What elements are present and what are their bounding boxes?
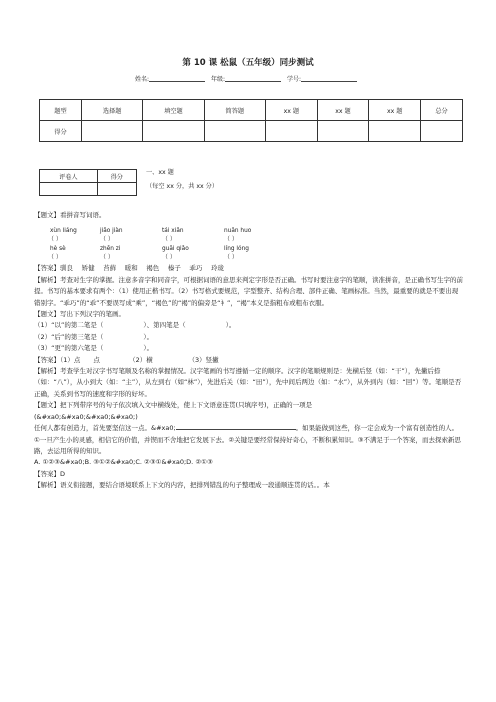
score-header-cell: xx 题 — [369, 100, 421, 121]
answer-box[interactable]: （ ） — [100, 254, 114, 262]
answer-box[interactable]: （ ） — [48, 236, 62, 244]
score-cell[interactable] — [369, 121, 421, 142]
grade-label: 年级: — [210, 76, 226, 83]
id-field[interactable] — [301, 75, 357, 82]
grader-score-cell[interactable] — [97, 183, 136, 196]
q3-placeholder: (&#xa0;&#xa0;&#xa0;&#xa0;) — [34, 412, 138, 421]
answer-box[interactable]: （ ） — [162, 254, 176, 262]
q3-analysis: 【解析】语义衔接题，要结合语境联系上下文的内容，把排列错乱的句子整理成一段通顺连贯的话。。本 — [34, 481, 330, 490]
answer-box[interactable]: （ ） — [224, 254, 238, 262]
score-table-score-row — [40, 121, 463, 142]
score-table — [39, 99, 463, 142]
fill-blank[interactable] — [236, 423, 296, 430]
score-header-cell: xx 题 — [317, 100, 369, 121]
q2-answer: 【答案】（1）点 点 （2）横 （3）竖撇 — [34, 355, 219, 364]
pinyin: tái xiǎn — [162, 228, 184, 235]
pinyin: líng lóng — [224, 246, 249, 253]
answer-box[interactable]: （ ） — [162, 236, 176, 244]
grader-score-label: 得分 — [97, 170, 136, 183]
score-header-cell: 选择题 — [81, 100, 142, 121]
grader-label: 评卷人 — [40, 170, 98, 183]
pinyin-row — [34, 245, 464, 253]
grader-cell[interactable] — [40, 183, 98, 196]
answer-box-row — [34, 235, 464, 245]
grade-field[interactable] — [225, 75, 281, 82]
score-cell[interactable] — [143, 121, 204, 142]
score-cell[interactable] — [265, 121, 317, 142]
q3-options: ①一旦产生小的灵感，相信它的价值，并锲而不舍地把它发展下去。②关键是要经常保持好奇心，不断积累知识。③不满足于一个答案，而去探索新思路，去运用所得的知识。 — [34, 435, 461, 455]
score-header-cell: 题型 — [40, 100, 82, 121]
answer-box[interactable]: （ ） — [48, 254, 62, 262]
question-content — [34, 210, 464, 492]
score-header-cell: 简答题 — [204, 100, 265, 121]
pinyin: nuǎn huo — [224, 228, 252, 235]
score-cell[interactable] — [204, 121, 265, 142]
q2-analysis: 【解析】考查学生对汉字书写笔顺及名称的掌握情况。汉字笔画的书写遵循一定的顺序。汉字的笔顺规则是：先横后竖（如：“干”），先撇后捺（如：“八”），从小到大（如：“主”），从左到右（如“林”），先进后关（如：“田”），先中间后两边（如：“水”），从外到内（如：“回”）等。笔顺是否正确，关系到书写的速度和字形的好坏。 — [34, 367, 462, 398]
q1-analysis: 【解析】考查对生字的掌握。注意多音字和同音字，可根据词语的意思来判定字形是否正确。书写时要注意字的笔顺，读准拼音，是正确书写生字的前提。书写的基本要求有两个：（1）使用正楷书写。（2）书写格式要规范，字型整齐、结构合理、部件正确、笔画标准。当然，最重要的就是不要出现错别字。“乖巧”的“乖”不要误写成“乘”，“褐色”的“褐”的偏旁是“衤”，“褐”本义是指粗布或粗布衣服。 — [34, 275, 463, 307]
section-subtitle: （每空 xx 分，共 xx 分） — [146, 183, 219, 190]
section-title: 一、xx 题 — [146, 169, 174, 176]
pinyin: guāi qiǎo — [162, 246, 189, 253]
pinyin: hè sè — [50, 246, 66, 253]
score-header-cell: xx 题 — [265, 100, 317, 121]
q2-line: （1）“以”的第二笔是（ ）、第四笔是（ ）。 — [34, 321, 236, 330]
student-info-line — [0, 74, 496, 83]
pinyin-row — [34, 227, 464, 235]
q1-answer: 【答案】驯良 矫健 苔藓 暖和 褐色 榛子 乖巧 玲珑 — [34, 264, 224, 273]
answer-box-row — [34, 253, 464, 263]
name-field[interactable] — [149, 75, 205, 82]
q2-title: 【题文】写出下列汉字的笔画。 — [34, 310, 125, 319]
grader-table — [39, 169, 137, 196]
name-label: 姓名: — [135, 76, 150, 83]
score-row-label: 得分 — [40, 121, 82, 142]
q1-title: 【题文】看拼音写词语。 — [34, 211, 106, 219]
score-cell[interactable] — [421, 121, 463, 142]
pinyin: xùn liáng — [50, 228, 77, 235]
q3-choices: A. ①②③&#xa0;B. ③①②&#xa0;C. ②③①&#xa0;D. ②①③ — [34, 458, 213, 467]
q2-line: （3）“更”的第六笔是（ ）。 — [34, 344, 154, 353]
score-cell[interactable] — [317, 121, 369, 142]
page-title: 第 10 课 松鼠（五年级）同步测试 — [182, 58, 314, 68]
score-table-header-row — [40, 100, 463, 121]
q2-line: （2）“后”的第三笔是（ ）。 — [34, 332, 154, 341]
q3-title: 【题文】把下列带序号的句子依次填入文中横线处，使上下文语意连贯(只填序号)，正确的一项是 — [34, 401, 313, 410]
fill-blank[interactable] — [176, 423, 236, 430]
q3-passage: 任何人都有创造力，首先要坚信这一点。&#xa0; 。如果能做到这些，你一定会成为一个富有创造性的人。 — [34, 424, 459, 433]
id-label: 学号: — [286, 76, 301, 83]
score-header-cell: 填空题 — [143, 100, 204, 121]
answer-box[interactable]: （ ） — [224, 236, 238, 244]
pinyin: zhēn zi — [100, 246, 121, 253]
answer-box[interactable]: （ ） — [100, 236, 114, 244]
score-cell[interactable] — [81, 121, 142, 142]
score-header-cell: 总分 — [421, 100, 463, 121]
q3-answer: 【答案】D — [34, 469, 66, 478]
pinyin: jiǎo jiàn — [100, 228, 123, 235]
